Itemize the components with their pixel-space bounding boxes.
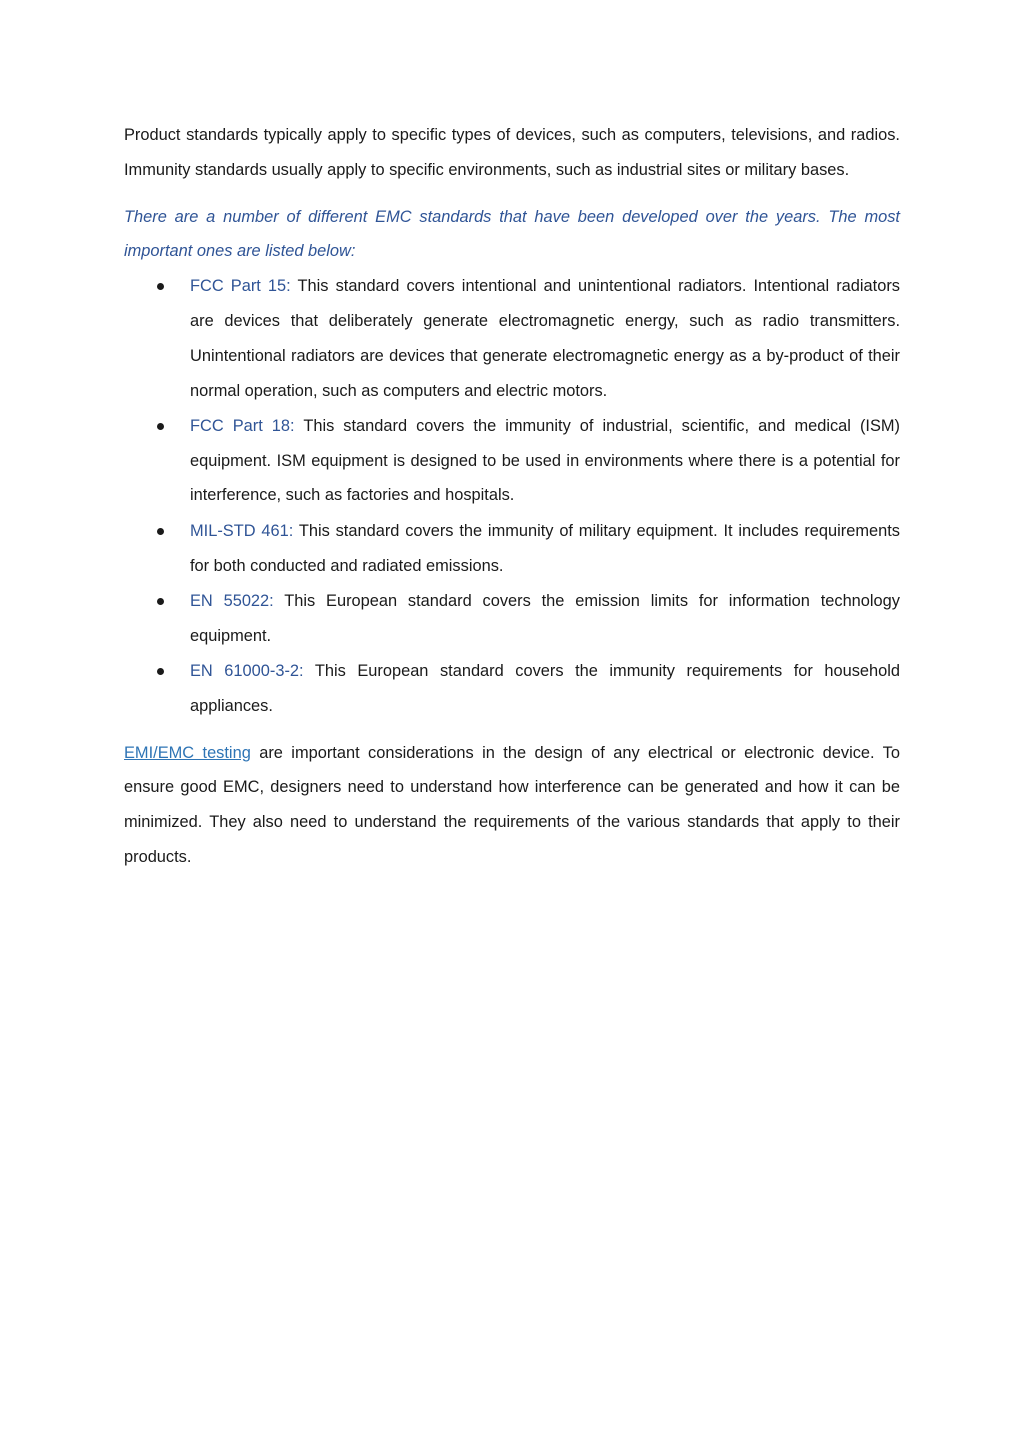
bullet-icon — [157, 514, 165, 549]
bullet-icon — [157, 409, 165, 444]
list-item — [124, 654, 900, 724]
standard-name: FCC Part 15: — [190, 277, 291, 296]
list-item — [124, 514, 900, 584]
bullet-icon — [157, 654, 165, 689]
list-item — [124, 409, 900, 513]
standard-description: This European standard covers the emission limits for information technology equipment. — [190, 591, 900, 645]
standard-name: FCC Part 18: — [190, 416, 295, 435]
standard-name: EN 61000-3-2: — [190, 661, 304, 680]
list-item — [124, 269, 900, 408]
document-page — [124, 118, 900, 875]
bullet-icon — [157, 269, 165, 304]
standards-intro-paragraph: There are a number of different EMC standards that have been developed over the years. The most important ones are listed below: — [124, 207, 900, 261]
emi-emc-testing-link[interactable]: EMI/EMC testing — [124, 743, 251, 762]
bullet-icon — [157, 584, 165, 619]
closing-paragraph — [124, 736, 900, 875]
standard-description: This standard covers the immunity of military equipment. It includes requirements for both conducted and radiated emissions. — [190, 521, 900, 575]
standard-description: This standard covers the immunity of industrial, scientific, and medical (ISM) equipment. ISM equipment is designed to be used in environments where there is a potential for interference, such as factories and hospitals. — [190, 416, 900, 505]
standards-list — [124, 269, 900, 723]
standard-description: This European standard covers the immunity requirements for household appliances. — [190, 661, 901, 715]
list-item — [124, 584, 900, 654]
standard-name: EN 55022: — [190, 591, 274, 610]
closing-text: are important considerations in the design of any electrical or electronic device. To ensure good EMC, designers need to understand how interference can be generated and how it can be minimized. They also need to understand the requirements of the various standards that apply to their products. — [124, 743, 900, 866]
standard-description: This standard covers intentional and unintentional radiators. Intentional radiators are devices that deliberately generate electromagnetic energy, such as radio transmitters. Unintentional radiators are devices that generate electromagnetic energy as a by-product of their normal operation, such as computers and electric motors. — [190, 277, 900, 400]
standard-name: MIL-STD 461: — [190, 521, 294, 540]
product-standards-paragraph: Product standards typically apply to specific types of devices, such as computers, televisions, and radios. Immunity standards usually apply to specific environments, such as industrial sites or military bases. — [124, 126, 900, 179]
